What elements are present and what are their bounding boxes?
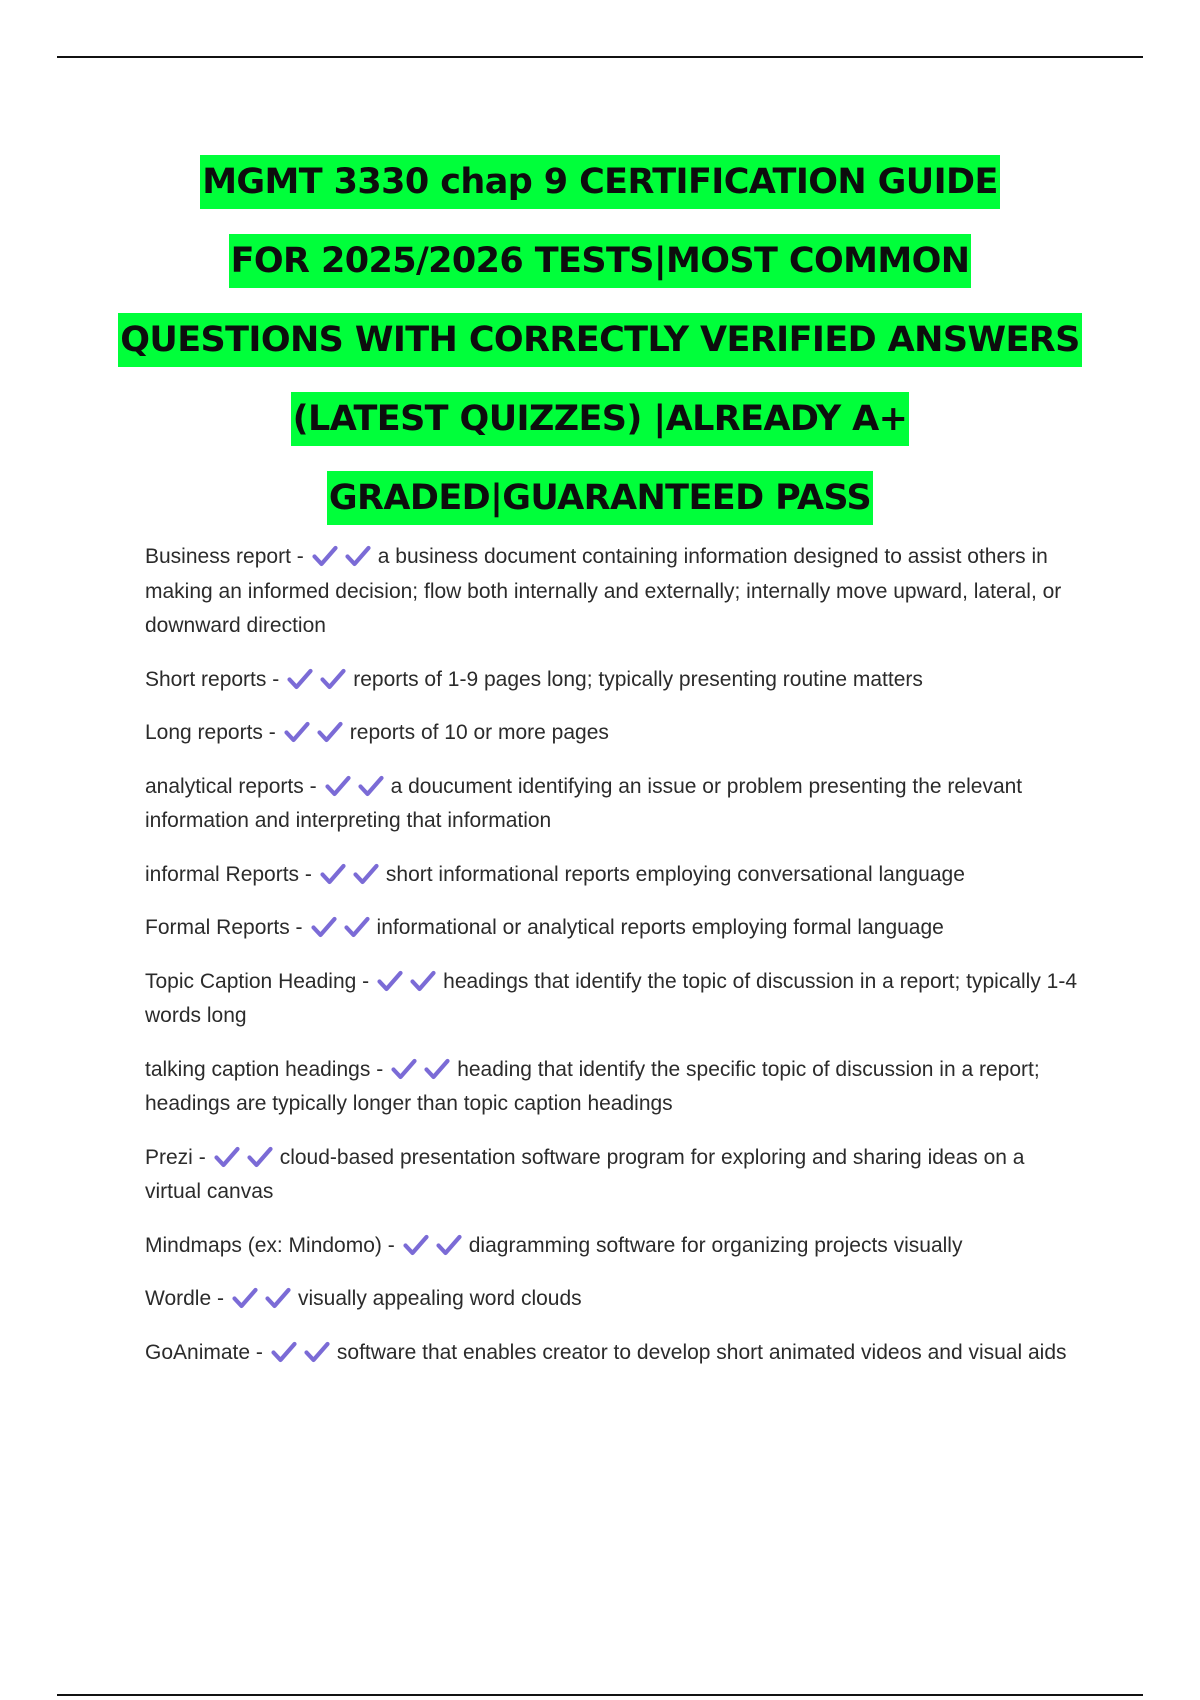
check-icon [271, 1341, 297, 1363]
entry-definition: cloud-based presentation software program for exploring and sharing ideas on a virtual canvas [145, 1145, 1025, 1203]
title-line [60, 300, 1140, 379]
check-icon [353, 863, 379, 885]
entry-definition: short informational reports employing conversational language [385, 862, 965, 886]
entry-separator: - [376, 1057, 384, 1081]
document-title [60, 142, 1140, 537]
entry-separator: - [362, 969, 370, 993]
check-icon [410, 970, 436, 992]
glossary-entry [145, 770, 1080, 839]
glossary-entry [145, 1053, 1080, 1122]
glossary-entry [145, 965, 1080, 1034]
bottom-rule [57, 1694, 1143, 1696]
glossary-entry [145, 1282, 1080, 1317]
entry-term: Topic Caption Heading [145, 969, 357, 993]
entry-term: Short reports [145, 667, 267, 691]
entry-term: talking caption headings [145, 1057, 371, 1081]
title-line [60, 379, 1140, 458]
title-line [60, 221, 1140, 300]
entry-definition: a business document containing information designed to assist others in making an informed decision; flow both internally and externally; internally move upward, lateral, or downward direction [145, 545, 1062, 637]
entry-separator: - [296, 545, 304, 568]
title-line [60, 142, 1140, 221]
entry-separator: - [268, 721, 276, 744]
check-icon [403, 1234, 429, 1256]
top-rule [57, 56, 1143, 58]
check-icon [247, 1146, 273, 1168]
entry-term: informal Reports [145, 862, 300, 886]
glossary-entry [145, 540, 1080, 644]
entry-separator: - [216, 1287, 224, 1310]
check-icon [284, 721, 310, 743]
entry-term: Formal Reports [145, 916, 290, 939]
check-icon [320, 668, 346, 690]
entry-definition: reports of 10 or more pages [349, 721, 609, 744]
check-icon [287, 668, 313, 690]
entry-definition: reports of 1-9 pages long; typically presenting routine matters [353, 667, 923, 691]
check-icon [325, 775, 351, 797]
entry-term: GoAnimate [145, 1340, 251, 1364]
check-icon [436, 1234, 462, 1256]
entry-separator: - [198, 1145, 206, 1169]
glossary-entry [145, 1229, 1080, 1264]
entry-term: Prezi [145, 1145, 193, 1169]
title-text: GRADED|GUARANTEED PASS [327, 471, 873, 525]
glossary-list [145, 540, 1080, 1389]
entry-definition: visually appealing word clouds [297, 1287, 582, 1310]
check-icon [312, 545, 338, 567]
entry-definition: diagramming software for organizing projects visually [468, 1233, 963, 1257]
entry-definition: headings that identify the topic of discussion in a report; typically 1-4 words long [145, 969, 1078, 1027]
entry-term: Mindmaps (ex: Mindomo) [145, 1233, 382, 1257]
check-icon [304, 1341, 330, 1363]
check-icon [214, 1146, 240, 1168]
entry-separator: - [309, 774, 317, 798]
title-text: (LATEST QUIZZES) |ALREADY A+ [291, 392, 910, 446]
entry-definition: informational or analytical reports employing formal language [376, 916, 944, 939]
entry-separator: - [295, 916, 303, 939]
entry-separator: - [387, 1233, 395, 1257]
entry-separator: - [272, 667, 280, 691]
check-icon [345, 545, 371, 567]
check-icon [391, 1058, 417, 1080]
check-icon [320, 863, 346, 885]
glossary-entry [145, 1336, 1080, 1371]
entry-separator: - [304, 862, 312, 886]
check-icon [344, 916, 370, 938]
check-icon [232, 1287, 258, 1309]
title-text: QUESTIONS WITH CORRECTLY VERIFIED ANSWERS [118, 313, 1082, 367]
entry-definition: heading that identify the specific topic of discussion in a report; headings are typically longer than topic caption headings [145, 1057, 1040, 1115]
entry-term: Business report [145, 545, 291, 568]
glossary-entry [145, 858, 1080, 893]
entry-separator: - [255, 1340, 263, 1364]
entry-term: Long reports [145, 721, 263, 744]
entry-term: Wordle [145, 1287, 212, 1310]
glossary-entry [145, 663, 1080, 698]
check-icon [424, 1058, 450, 1080]
check-icon [317, 721, 343, 743]
glossary-entry [145, 1141, 1080, 1210]
title-text: FOR 2025/2026 TESTS|MOST COMMON [229, 234, 972, 288]
glossary-entry [145, 911, 1080, 946]
entry-definition: software that enables creator to develop short animated videos and visual aids [336, 1340, 1067, 1364]
check-icon [265, 1287, 291, 1309]
title-line [60, 458, 1140, 537]
title-text: MGMT 3330 chap 9 CERTIFICATION GUIDE [200, 155, 1000, 209]
check-icon [377, 970, 403, 992]
check-icon [358, 775, 384, 797]
entry-definition: a doucument identifying an issue or problem presenting the relevant information and interpreting that information [145, 774, 1023, 832]
check-icon [311, 916, 337, 938]
glossary-entry [145, 716, 1080, 751]
entry-term: analytical reports [145, 774, 304, 798]
